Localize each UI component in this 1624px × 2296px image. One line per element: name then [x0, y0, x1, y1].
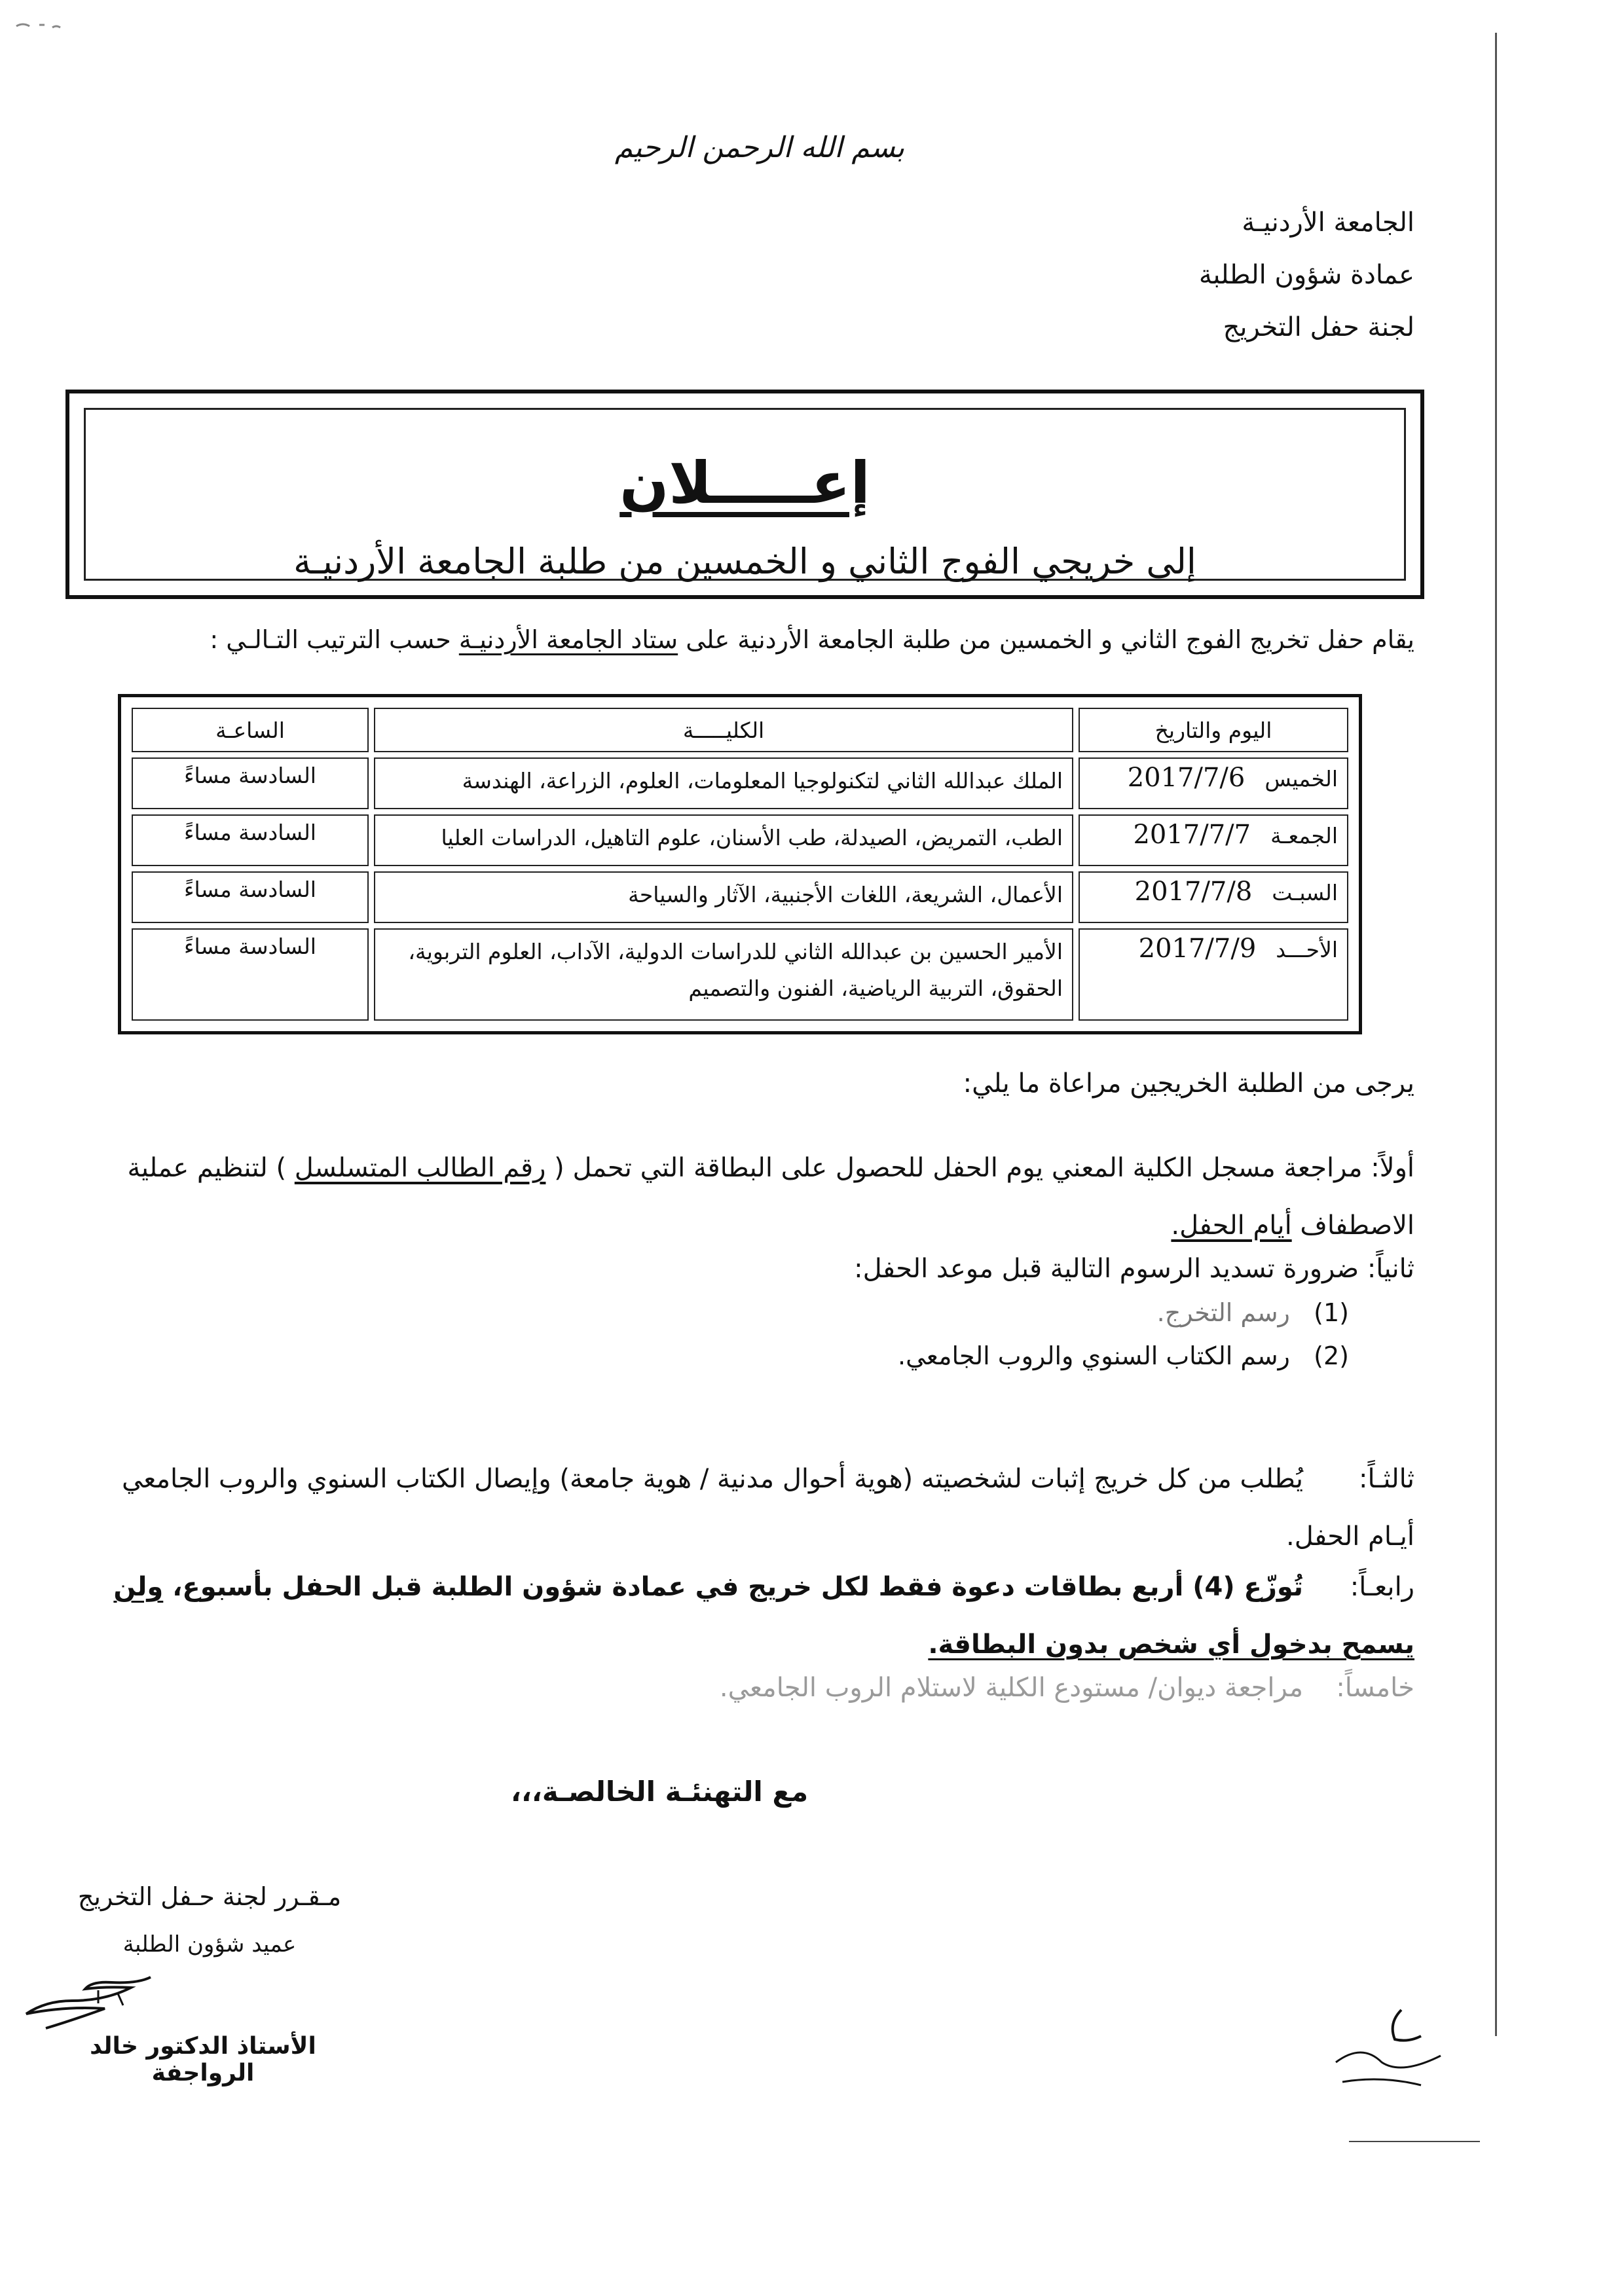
date: 2017/7/8 — [1134, 877, 1253, 907]
signatory-name: الأستاذ الدكتور خالد الرواجفة — [90, 2033, 316, 2086]
schedule-grid — [126, 702, 1354, 1026]
date: 2017/7/9 — [1138, 934, 1257, 964]
intro-text-end: حسب الترتيب التـالـي : — [210, 625, 459, 654]
university-name: الجامعة الأردنيـة — [1242, 208, 1414, 238]
deanship-name: عمادة شؤون الطلبة — [1198, 260, 1414, 290]
intro-paragraph — [170, 625, 1414, 654]
table-row — [132, 757, 1348, 809]
day-date-cell — [1079, 871, 1348, 923]
list-item-number: (1) — [1314, 1298, 1349, 1327]
instruction-text: مراجعة مسجل الكلية المعني يوم الحفل للحصول على البطاقة التي تحمل ( — [545, 1153, 1371, 1183]
basmala: بسم الله الرحمن الرحيم — [614, 131, 905, 164]
announcement-title: إعـــــلان — [619, 449, 870, 517]
day-name: الأحـــد — [1276, 937, 1338, 963]
signatory-position: عميد شؤون الطلبة — [122, 1931, 297, 1958]
day-date-cell — [1079, 928, 1348, 1021]
instruction-text: يُطلب من كل خريج إثبات لشخصيته (هوية أحوال مدنية / هوية جامعة) وإيصال الكتاب السنوي والروب الجامعي أيـام الحفل. — [121, 1464, 1414, 1552]
announcement-subtitle: إلى خريجي الفوج الثاني و الخمسين من طلبة الجامعة الأردنيـة — [293, 541, 1196, 582]
colleges-cell: الملك عبدالله الثاني لتكنولوجيا المعلومات، العلوم، الزراعة، الهندسة — [374, 757, 1073, 809]
instruction-text: تُوزّع (4) أربع بطاقات دعوة فقط لكل خريج في عمادة شؤون الطلبة قبل الحفل بأسبوع، — [163, 1572, 1303, 1602]
scan-margin-line — [1495, 33, 1497, 2036]
list-item — [854, 1341, 1349, 1370]
instruction-fifth — [720, 1673, 1414, 1703]
time-cell: السادسة مساءً — [132, 871, 369, 923]
handwritten-signature — [20, 1964, 203, 2043]
table-row — [132, 928, 1348, 1021]
day-name: الخميس — [1264, 766, 1338, 792]
signatory-role: مـقـرر لجنة حـفل التخريج — [77, 1882, 342, 1911]
header-day-date: اليوم والتاريخ — [1079, 708, 1348, 752]
time-cell: السادسة مساءً — [132, 757, 369, 809]
handwritten-initials — [1323, 2003, 1454, 2102]
scan-specks — [13, 13, 124, 39]
date: 2017/7/7 — [1133, 820, 1251, 850]
day-name: الجمعـة — [1270, 823, 1338, 849]
date: 2017/7/6 — [1127, 763, 1246, 793]
venue-name: ستاد الجامعة الأردنيـة — [458, 625, 678, 654]
announcement-box — [65, 390, 1424, 599]
table-row — [132, 871, 1348, 923]
instruction-first — [72, 1139, 1414, 1254]
list-item-text: رسم التخرج. — [1156, 1298, 1290, 1327]
colleges-cell: الأمير الحسين بن عبدالله الثاني للدراسات الدولية، الآداب، العلوم التربوية، الحقوق، التربية الرياضية، الفنون والتصميم — [374, 928, 1073, 1021]
time-cell: السادسة مساءً — [132, 814, 369, 866]
intro-text: يقام حفل تخريج الفوج الثاني و الخمسين من طلبة الجامعة الأردنية على — [678, 625, 1414, 654]
list-item — [854, 1298, 1349, 1327]
colleges-cell: الطب، التمريض، الصيدلة، طب الأسنان، علوم التاهيل، الدراسات العليا — [374, 814, 1073, 866]
list-item-number: (2) — [1314, 1341, 1349, 1370]
instruction-text: ضرورة تسديد الرسوم التالية قبل موعد الحفل: — [854, 1254, 1359, 1284]
instruction-fourth — [72, 1558, 1414, 1673]
instruction-text: مراجعة ديوان/ مستودع الكلية لاستلام الروب الجامعي. — [719, 1673, 1303, 1703]
instruction-label: ثالثـاً: — [1359, 1464, 1414, 1494]
list-item-text: رسم الكتاب السنوي والروب الجامعي. — [898, 1341, 1290, 1370]
letterhead — [1199, 196, 1414, 354]
day-date-cell — [1079, 757, 1348, 809]
instruction-text-middle: ) لتنظيم عملية الاصطفاف — [127, 1153, 1414, 1241]
announcement-inner-frame — [84, 408, 1406, 581]
instruction-underlined: رقم الطالب المتسلسل — [294, 1153, 546, 1183]
schedule-header-row — [132, 708, 1348, 752]
instruction-label: رابعـاً: — [1350, 1572, 1414, 1602]
day-date-cell — [1079, 814, 1348, 866]
footer-rule — [1349, 2141, 1480, 2142]
instruction-second — [854, 1254, 1414, 1370]
instruction-second-heading — [854, 1254, 1414, 1284]
instructions-intro: يرجى من الطلبة الخريجين مراعاة ما يلي: — [963, 1068, 1414, 1099]
header-time: الساعـة — [132, 708, 369, 752]
instruction-label: ثانياً: — [1367, 1254, 1414, 1284]
instruction-underlined: ولن يسمح بدخول أي شخص بدون البطاقة. — [113, 1572, 1414, 1660]
colleges-cell: الأعمال، الشريعة، اللغات الأجنبية، الآثار والسياحة — [374, 871, 1073, 923]
table-row — [132, 814, 1348, 866]
header-college: الكليـــــة — [374, 708, 1073, 752]
day-name: السبـت — [1272, 880, 1338, 906]
committee-name: لجنة حفل التخريج — [1223, 312, 1414, 342]
instruction-underlined-2: أيام الحفل. — [1171, 1211, 1292, 1241]
time-cell: السادسة مساءً — [132, 928, 369, 1021]
instruction-third — [72, 1450, 1414, 1565]
instruction-label: أولاً: — [1371, 1153, 1414, 1183]
closing-line: مع التهنئـة الخالصـة،،، — [511, 1776, 809, 1808]
instruction-label: خامساً: — [1336, 1673, 1414, 1703]
schedule-table — [118, 694, 1362, 1034]
